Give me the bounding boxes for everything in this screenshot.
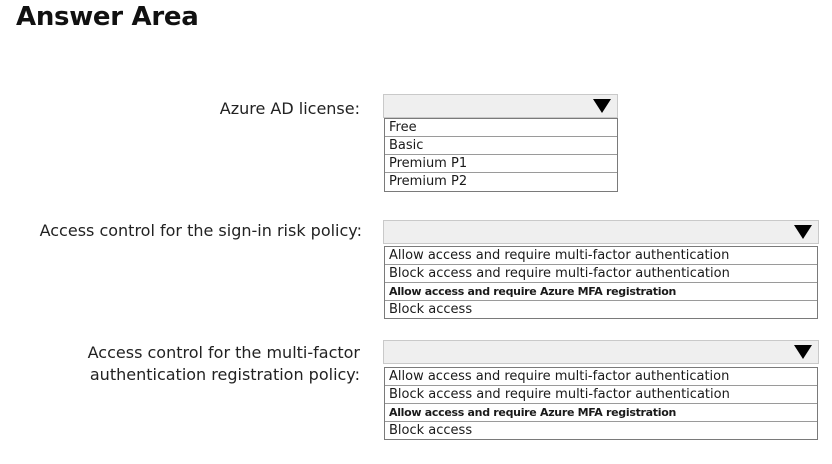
mfa-registration-policy-dropdown[interactable] <box>383 340 819 364</box>
sign-in-risk-policy-options <box>384 246 818 319</box>
option-allow-require-mfa-registration[interactable]: Allow access and require Azure MFA registration <box>385 404 817 422</box>
sign-in-risk-policy-label: Access control for the sign-in risk policy: <box>39 221 362 240</box>
option-allow-require-mfa-registration[interactable]: Allow access and require Azure MFA registration <box>385 283 817 301</box>
triangle-down-icon[interactable] <box>794 225 812 239</box>
mfa-registration-policy-label-line1: Access control for the multi-factor <box>87 343 360 362</box>
mfa-registration-policy-options <box>384 367 818 440</box>
triangle-down-icon[interactable] <box>794 345 812 359</box>
azure-ad-license-options <box>384 118 618 192</box>
option-premium-p2[interactable]: Premium P2 <box>389 174 468 189</box>
option-free[interactable]: Free <box>385 119 617 137</box>
option-block-access[interactable]: Block access <box>389 423 473 438</box>
option-block-require-mfa[interactable]: Block access and require multi-factor authentication <box>385 265 817 283</box>
option-allow-require-mfa[interactable]: Allow access and require multi-factor authentication <box>385 247 817 265</box>
azure-ad-license-label: Azure AD license: <box>219 99 360 118</box>
sign-in-risk-policy-dropdown[interactable] <box>383 220 819 244</box>
mfa-registration-policy-label-line2: authentication registration policy: <box>89 365 360 384</box>
option-allow-require-mfa[interactable]: Allow access and require multi-factor authentication <box>385 368 817 386</box>
option-block-require-mfa[interactable]: Block access and require multi-factor authentication <box>385 386 817 404</box>
triangle-down-icon[interactable] <box>593 99 611 113</box>
option-basic[interactable]: Basic <box>385 137 617 155</box>
option-block-access[interactable]: Block access <box>389 302 473 317</box>
azure-ad-license-dropdown[interactable] <box>383 94 618 118</box>
answer-area-title: Answer Area <box>16 2 199 32</box>
option-premium-p1[interactable]: Premium P1 <box>385 155 617 173</box>
mfa-registration-policy-label <box>10 342 360 386</box>
